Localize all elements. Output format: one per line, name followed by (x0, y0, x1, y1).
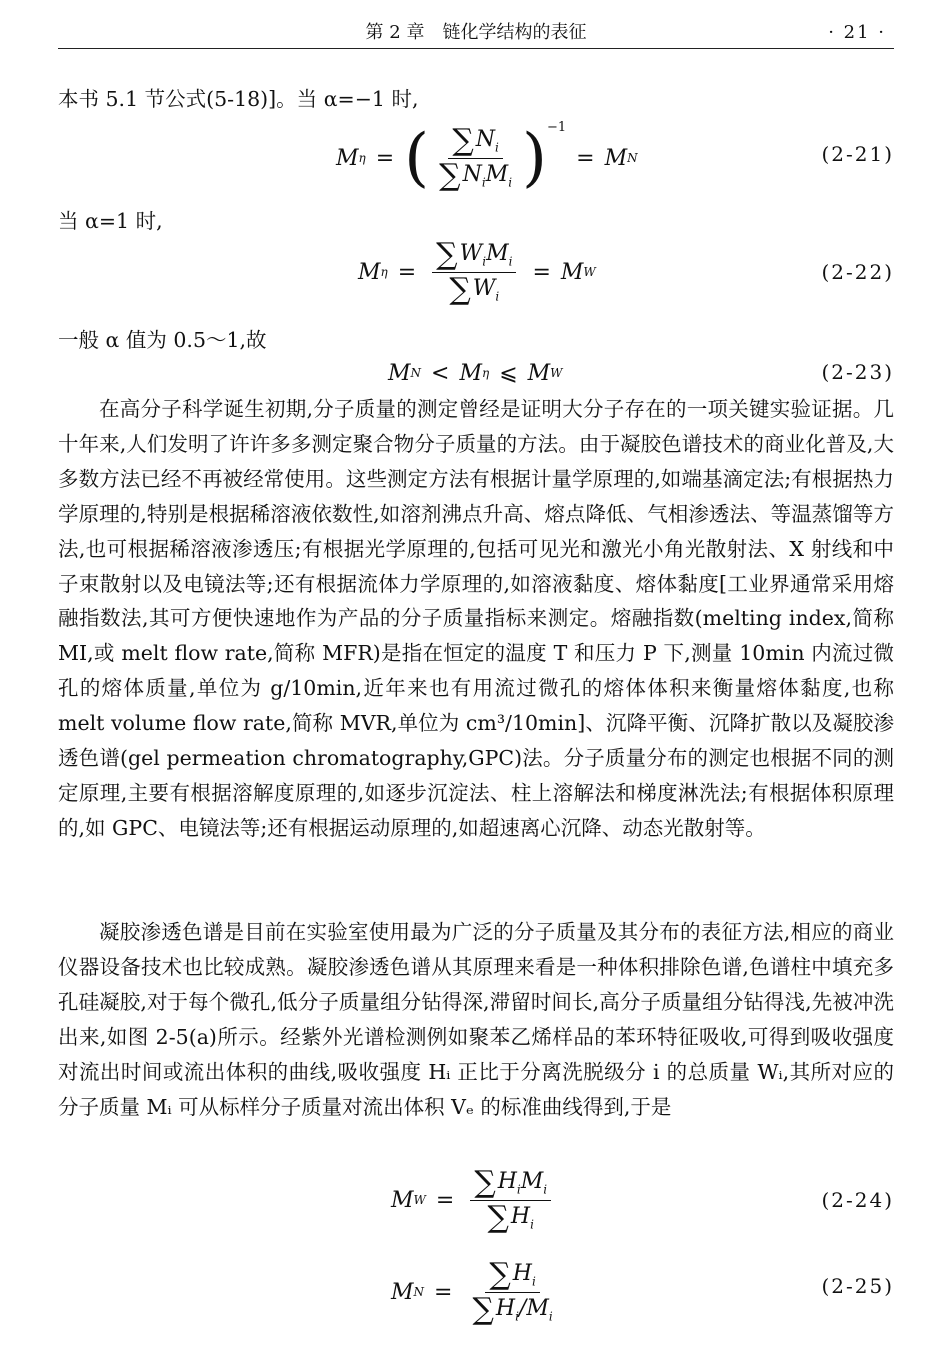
equation-number: (2-25) (821, 1274, 894, 1298)
chapter-title: 第 2 章 链化学结构的表征 (365, 22, 587, 43)
text-line-3: 一般 α 值为 0.5～1,故 (58, 328, 267, 352)
equation-number: (2-23) (821, 360, 894, 384)
equation-2-23 (58, 358, 894, 388)
equation-number: (2-21) (821, 142, 894, 166)
formula: M η = ( $\frac{\sum N_i}{\sum N_iM_i}$ ) −1 = M N (336, 120, 638, 195)
fraction: $\frac{\sum W_iM_i}{\sum W_i}$ (432, 240, 516, 305)
running-header (58, 18, 894, 49)
equation-number: (2-22) (821, 260, 894, 284)
text-line-2: 当 α=1 时, (58, 209, 163, 233)
equation-number: (2-24) (821, 1188, 894, 1212)
exponent: −1 (547, 120, 567, 135)
text-line-1: 本书 5.1 节公式(5-18)]。当 α=−1 时, (58, 87, 419, 111)
paragraph-2: 凝胶渗透色谱是目前在实验室使用最为广泛的分子质量及其分布的表征方法,相应的商业仪器设备技术也比较成熟。凝胶渗透色谱从其原理来看是一种体积排除色谱,色谱柱中填充多孔硅凝胶,对于每个微孔,低分子质量组分钻得深,滞留时间长,高分子质量组分钻得浅,先被冲洗出来,如图 2-5(a)所示。经紫外光谱检测例如聚苯乙烯样品的苯环特征吸收,可得到吸收强度对流出时间或流出体积的曲线,吸收强度 Hᵢ 正比于分离洗脱级分 i 的总质量 Wᵢ,其所对应的分子质量 Mᵢ 可从标样分子质量对流出体积 Vₑ 的标准曲线得到,于是 (58, 920, 894, 1119)
formula: M N < M η ⩽ M W (388, 360, 563, 386)
page-number: · 21 · (828, 22, 886, 43)
formula: M η = $\frac{\sum W_iM_i}{\sum W_i}$ = M W (358, 236, 596, 307)
paragraph-1: 在高分子科学诞生初期,分子质量的测定曾经是证明大分子存在的一项关键实验证据。几十年来,人们发明了许许多多测定聚合物分子质量的方法。由于凝胶色谱技术的商业化普及,大多数方法已经不再被经常使用。这些测定方法有根据计量学原理的,如端基滴定法;有根据热力学原理的,特别是根据稀溶液依数性,如溶剂沸点升高、熔点降低、气相渗透法、等温蒸馏等方法,也可根据稀溶液渗透压;有根据光学原理的,包括可见光和激光小角光散射法、X 射线和中子束散射以及电镜法等;还有根据流体力学原理的,如溶液黏度、熔体黏度[工业界通常采用熔融指数法,其可方便快速地作为产品的分子质量指标来测定。熔融指数(melting index,简称 MI,或 melt flow rate,简称 MFR)是指在恒定的温度 T 和压力 P 下,测量 10min 内流过微孔的熔体质量,单位为 g/10min,近年来也有用流过微孔的熔体体积来衡量熔体黏度,也称 melt volume flow rate,简称 MVR,单位为 cm³/10min]、沉降平衡、沉降扩散以及凝胶渗透色谱(gel permeation chromatography,GPC)法。分子质量分布的测定也根据不同的测定原理,主要有根据溶解度原理的,如逐步沉淀法、柱上溶解法和梯度淋洗法;有根据体积原理的,如 GPC、电镜法等;还有根据运动原理的,如超速离心沉降、动态光散射等。 (58, 397, 894, 840)
equation-2-21 (58, 118, 894, 198)
formula: M W = $\frac{\sum H_iM_i}{\sum H_i}$ (391, 1160, 557, 1240)
equation-2-22 (58, 232, 894, 312)
fraction: $\frac{\sum H_i}{\sum H_i/M_i}$ (472, 1256, 553, 1327)
fraction: $\frac{\sum H_iM_i}{\sum H_i}$ (470, 1168, 551, 1233)
formula: M N = $\frac{\sum H_i}{\sum H_i/M_i}$ (391, 1252, 563, 1332)
equation-2-25 (58, 1252, 894, 1332)
fraction: $\frac{\sum N_i}{\sum N_iM_i}$ (439, 122, 513, 193)
equation-2-24 (58, 1160, 894, 1240)
